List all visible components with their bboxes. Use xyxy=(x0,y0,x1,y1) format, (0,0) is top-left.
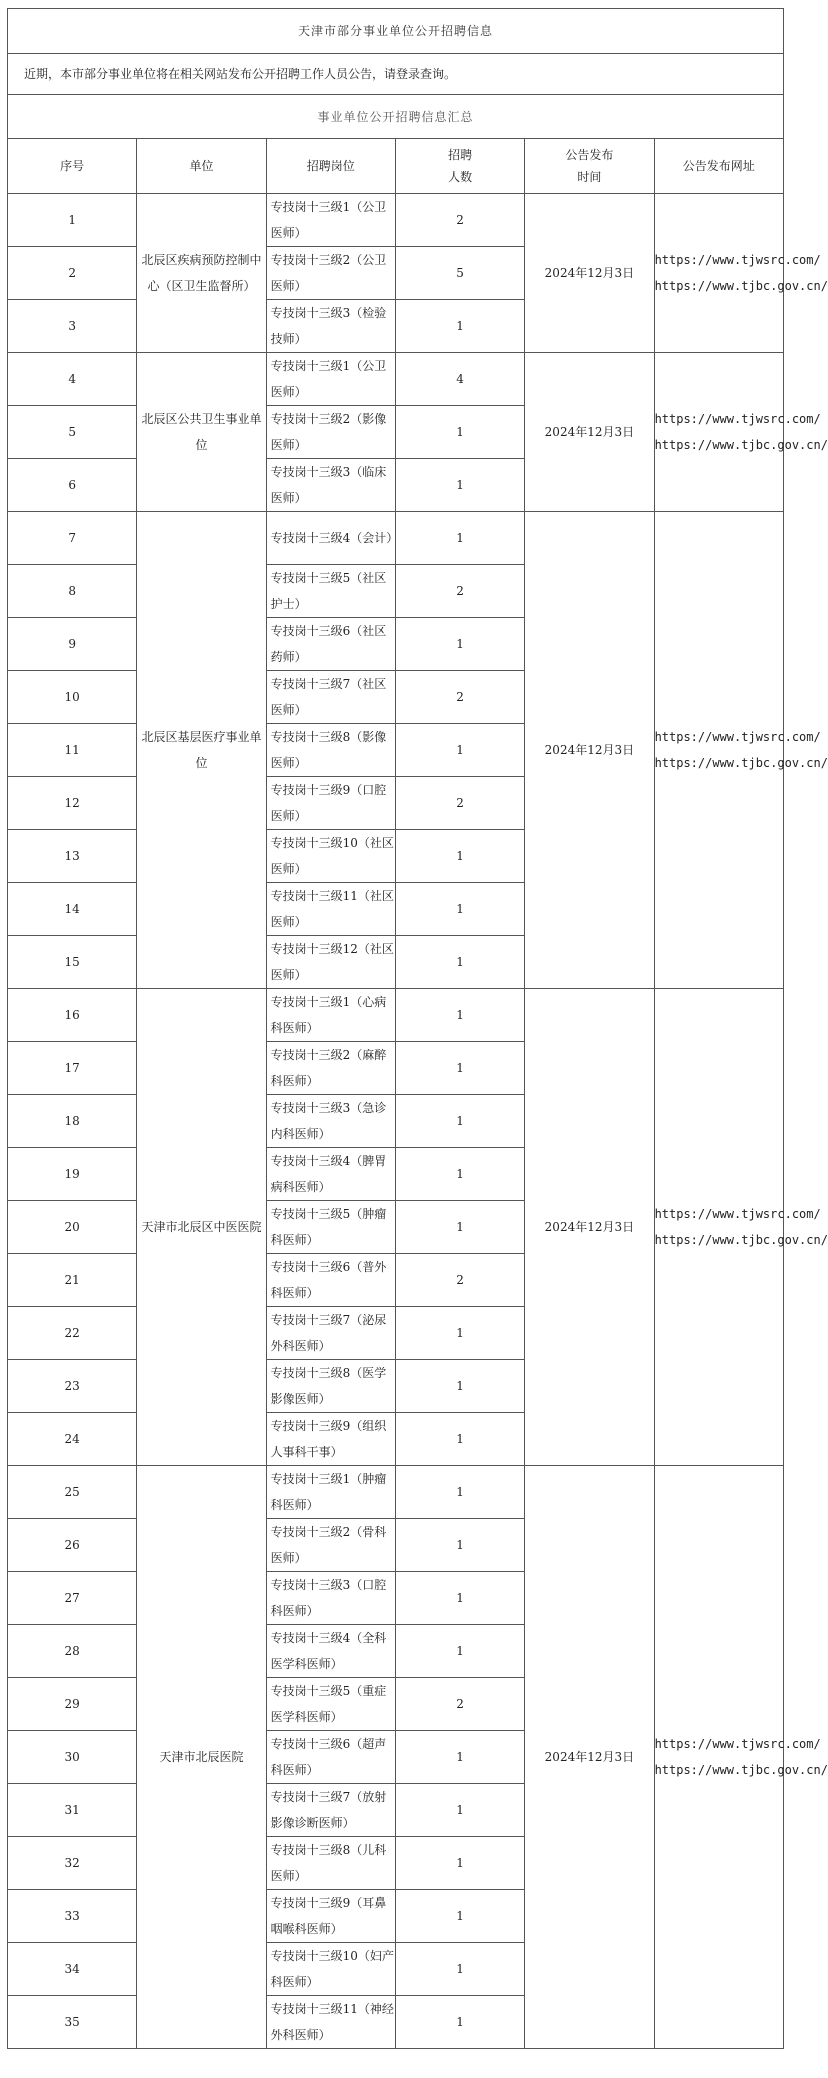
position-name: 专技岗十三级5（社区护士） xyxy=(266,565,395,618)
hire-count: 2 xyxy=(395,1254,524,1307)
position-name: 专技岗十三级6（超声科医师） xyxy=(266,1731,395,1784)
recruitment-table xyxy=(7,8,828,2049)
hire-count: 1 xyxy=(395,1201,524,1254)
hire-count: 2 xyxy=(395,565,524,618)
hire-count: 1 xyxy=(395,989,524,1042)
unit-name: 天津市北辰区中医医院 xyxy=(137,989,266,1466)
hire-count: 1 xyxy=(395,1731,524,1784)
unit-name: 北辰区公共卫生事业单位 xyxy=(137,353,266,512)
position-name: 专技岗十三级5（重症医学科医师） xyxy=(266,1678,395,1731)
position-name: 专技岗十三级3（临床医师） xyxy=(266,459,395,512)
row-number: 5 xyxy=(8,406,137,459)
publish-date: 2024年12月3日 xyxy=(525,1466,654,2049)
row-number: 35 xyxy=(8,1996,137,2049)
header-url: 公告发布网址 xyxy=(654,139,783,194)
publish-url-link[interactable]: https://www.tjbc.gov.cn/ xyxy=(654,1763,828,1777)
table-subtitle: 事业单位公开招聘信息汇总 xyxy=(8,95,784,139)
hire-count: 5 xyxy=(395,247,524,300)
row-number: 34 xyxy=(8,1943,137,1996)
position-name: 专技岗十三级1（心病科医师） xyxy=(266,989,395,1042)
header-no: 序号 xyxy=(8,139,137,194)
row-number: 15 xyxy=(8,936,137,989)
hire-count: 1 xyxy=(395,1572,524,1625)
position-name: 专技岗十三级6（普外科医师） xyxy=(266,1254,395,1307)
hire-count: 1 xyxy=(395,1519,524,1572)
publish-urls xyxy=(654,1466,828,2049)
publish-urls xyxy=(654,512,828,989)
page-title: 天津市部分事业单位公开招聘信息 xyxy=(8,9,784,54)
header-count: 招聘 人数 xyxy=(395,139,524,194)
position-name: 专技岗十三级9（组织人事科干事） xyxy=(266,1413,395,1466)
hire-count: 1 xyxy=(395,936,524,989)
publish-url-link[interactable]: https://www.tjbc.gov.cn/ xyxy=(654,756,828,770)
position-name: 专技岗十三级10（社区医师） xyxy=(266,830,395,883)
position-name: 专技岗十三级1（肿瘤科医师） xyxy=(266,1466,395,1519)
publish-urls xyxy=(654,353,828,512)
header-position: 招聘岗位 xyxy=(266,139,395,194)
hire-count: 1 xyxy=(395,724,524,777)
row-number: 17 xyxy=(8,1042,137,1095)
hire-count: 1 xyxy=(395,1943,524,1996)
position-name: 专技岗十三级2（影像医师） xyxy=(266,406,395,459)
position-name: 专技岗十三级7（放射影像诊断医师） xyxy=(266,1784,395,1837)
row-number: 32 xyxy=(8,1837,137,1890)
position-name: 专技岗十三级4（会计） xyxy=(266,512,395,565)
table-row xyxy=(8,1466,784,1519)
unit-name: 北辰区疾病预防控制中心（区卫生监督所） xyxy=(137,194,266,353)
position-name: 专技岗十三级8（影像医师） xyxy=(266,724,395,777)
hire-count: 4 xyxy=(395,353,524,406)
row-number: 24 xyxy=(8,1413,137,1466)
row-number: 30 xyxy=(8,1731,137,1784)
row-number: 13 xyxy=(8,830,137,883)
hire-count: 1 xyxy=(395,1996,524,2049)
position-name: 专技岗十三级2（骨科医师） xyxy=(266,1519,395,1572)
position-name: 专技岗十三级11（社区医师） xyxy=(266,883,395,936)
hire-count: 1 xyxy=(395,1784,524,1837)
position-name: 专技岗十三级2（麻醉科医师） xyxy=(266,1042,395,1095)
position-name: 专技岗十三级5（肿瘤科医师） xyxy=(266,1201,395,1254)
row-number: 4 xyxy=(8,353,137,406)
position-name: 专技岗十三级3（口腔科医师） xyxy=(266,1572,395,1625)
header-date: 公告发布 时间 xyxy=(525,139,654,194)
position-name: 专技岗十三级9（口腔医师） xyxy=(266,777,395,830)
position-name: 专技岗十三级2（公卫医师） xyxy=(266,247,395,300)
publish-url-link[interactable]: https://www.tjwsrc.com⁠/ xyxy=(654,253,821,267)
header-unit: 单位 xyxy=(137,139,266,194)
table-row xyxy=(8,989,784,1042)
position-name: 专技岗十三级10（妇产科医师） xyxy=(266,1943,395,1996)
row-number: 14 xyxy=(8,883,137,936)
position-name: 专技岗十三级6（社区药师） xyxy=(266,618,395,671)
row-number: 29 xyxy=(8,1678,137,1731)
row-number: 28 xyxy=(8,1625,137,1678)
row-number: 2 xyxy=(8,247,137,300)
hire-count: 1 xyxy=(395,830,524,883)
row-number: 10 xyxy=(8,671,137,724)
table-header-row xyxy=(8,139,784,194)
position-name: 专技岗十三级9（耳鼻咽喉科医师） xyxy=(266,1890,395,1943)
hire-count: 1 xyxy=(395,1890,524,1943)
position-name: 专技岗十三级12（社区医师） xyxy=(266,936,395,989)
row-number: 6 xyxy=(8,459,137,512)
position-name: 专技岗十三级1（公卫医师） xyxy=(266,353,395,406)
hire-count: 1 xyxy=(395,300,524,353)
row-number: 27 xyxy=(8,1572,137,1625)
publish-url-link[interactable]: https://www.tjwsrc.com⁠/ xyxy=(654,1207,821,1221)
row-number: 33 xyxy=(8,1890,137,1943)
position-name: 专技岗十三级11（神经外科医师） xyxy=(266,1996,395,2049)
table-row xyxy=(8,194,784,247)
hire-count: 1 xyxy=(395,1466,524,1519)
row-number: 11 xyxy=(8,724,137,777)
row-number: 8 xyxy=(8,565,137,618)
row-number: 7 xyxy=(8,512,137,565)
hire-count: 2 xyxy=(395,671,524,724)
position-name: 专技岗十三级8（医学影像医师） xyxy=(266,1360,395,1413)
publish-date: 2024年12月3日 xyxy=(525,194,654,353)
publish-url-link[interactable]: https://www.tjbc.gov.cn/ xyxy=(654,279,828,293)
hire-count: 1 xyxy=(395,618,524,671)
row-number: 9 xyxy=(8,618,137,671)
hire-count: 2 xyxy=(395,194,524,247)
hire-count: 1 xyxy=(395,1095,524,1148)
row-number: 19 xyxy=(8,1148,137,1201)
publish-urls xyxy=(654,194,828,353)
publish-url-link[interactable]: https://www.tjbc.gov.cn/ xyxy=(654,438,828,452)
hire-count: 1 xyxy=(395,1148,524,1201)
table-row xyxy=(8,353,784,406)
hire-count: 2 xyxy=(395,777,524,830)
position-name: 专技岗十三级8（儿科医师） xyxy=(266,1837,395,1890)
row-number: 12 xyxy=(8,777,137,830)
publish-url-link[interactable]: https://www.tjwsrc.com⁠/ xyxy=(654,730,821,744)
row-number: 22 xyxy=(8,1307,137,1360)
unit-name: 北辰区基层医疗事业单位 xyxy=(137,512,266,989)
position-name: 专技岗十三级3（检验技师） xyxy=(266,300,395,353)
table-row xyxy=(8,512,784,565)
publish-date: 2024年12月3日 xyxy=(525,989,654,1466)
row-number: 21 xyxy=(8,1254,137,1307)
publish-url-link[interactable]: https://www.tjbc.gov.cn/ xyxy=(654,1233,828,1247)
row-number: 23 xyxy=(8,1360,137,1413)
publish-date: 2024年12月3日 xyxy=(525,512,654,989)
hire-count: 1 xyxy=(395,512,524,565)
hire-count: 1 xyxy=(395,1042,524,1095)
row-number: 3 xyxy=(8,300,137,353)
hire-count: 1 xyxy=(395,459,524,512)
hire-count: 1 xyxy=(395,1625,524,1678)
position-name: 专技岗十三级4（全科医学科医师） xyxy=(266,1625,395,1678)
publish-date: 2024年12月3日 xyxy=(525,353,654,512)
row-number: 25 xyxy=(8,1466,137,1519)
publish-urls xyxy=(654,989,828,1466)
hire-count: 2 xyxy=(395,1678,524,1731)
position-name: 专技岗十三级7（泌尿外科医师） xyxy=(266,1307,395,1360)
position-name: 专技岗十三级1（公卫医师） xyxy=(266,194,395,247)
row-number: 1 xyxy=(8,194,137,247)
row-number: 31 xyxy=(8,1784,137,1837)
row-number: 18 xyxy=(8,1095,137,1148)
hire-count: 1 xyxy=(395,1307,524,1360)
unit-name: 天津市北辰医院 xyxy=(137,1466,266,2049)
publish-url-link[interactable]: https://www.tjwsrc.com⁠/ xyxy=(654,412,821,426)
row-number: 26 xyxy=(8,1519,137,1572)
publish-url-link[interactable]: https://www.tjwsrc.com⁠/ xyxy=(654,1737,821,1751)
position-name: 专技岗十三级4（脾胃病科医师） xyxy=(266,1148,395,1201)
notice-text: 近期，本市部分事业单位将在相关网站发布公开招聘工作人员公告，请登录查询。 xyxy=(8,54,784,95)
hire-count: 1 xyxy=(395,406,524,459)
position-name: 专技岗十三级7（社区医师） xyxy=(266,671,395,724)
row-number: 20 xyxy=(8,1201,137,1254)
hire-count: 1 xyxy=(395,883,524,936)
hire-count: 1 xyxy=(395,1837,524,1890)
position-name: 专技岗十三级3（急诊内科医师） xyxy=(266,1095,395,1148)
hire-count: 1 xyxy=(395,1413,524,1466)
hire-count: 1 xyxy=(395,1360,524,1413)
row-number: 16 xyxy=(8,989,137,1042)
